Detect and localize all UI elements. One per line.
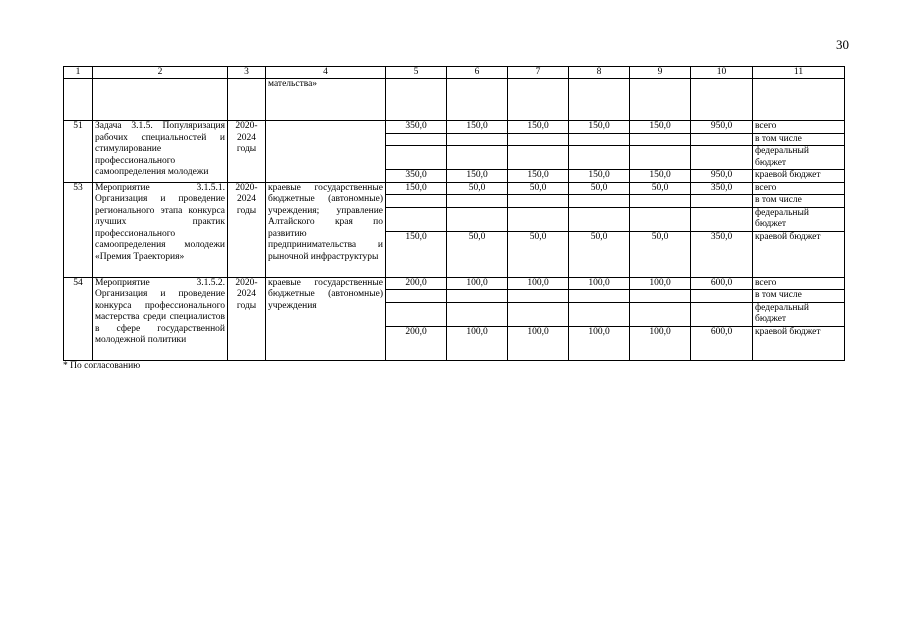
category-cell: всего [753,277,845,290]
value-cell: 100,0 [569,326,630,360]
value-cell [569,302,630,326]
value-cell: 950,0 [691,170,753,183]
value-cell [691,207,753,231]
value-cell [508,207,569,231]
value-cell: 350,0 [691,231,753,277]
value-cell [691,195,753,208]
value-cell [386,133,447,146]
value-cell: 150,0 [447,121,508,134]
value-cell [569,133,630,146]
category-cell: в том числе [753,290,845,303]
row-period: 2020-2024 годы [228,121,266,183]
value-cell: 150,0 [508,170,569,183]
table-row [64,182,845,195]
value-cell: 950,0 [691,121,753,134]
value-cell [447,302,508,326]
category-cell: краевой бюджет [753,231,845,277]
continuation-executor: мательства» [266,79,386,121]
value-cell: 600,0 [691,277,753,290]
value-cell [630,195,691,208]
table-header-row [64,67,845,79]
value-cell: 50,0 [569,182,630,195]
row-executor [266,121,386,183]
value-cell: 100,0 [508,326,569,360]
value-cell: 200,0 [386,326,447,360]
value-cell: 50,0 [508,182,569,195]
continuation-row [64,79,845,121]
value-cell [569,290,630,303]
category-cell: федеральный бюджет [753,207,845,231]
value-cell: 100,0 [508,277,569,290]
value-cell [386,146,447,170]
column-header: 2 [93,67,228,79]
value-cell: 150,0 [447,170,508,183]
value-cell [447,290,508,303]
value-cell [386,302,447,326]
value-cell: 350,0 [386,170,447,183]
value-cell [691,133,753,146]
row-name: Задача 3.1.5. Популяризация рабочих специальностей и стимулирование профессионального самоопределения молодежи [93,121,228,183]
value-cell: 200,0 [386,277,447,290]
value-cell [691,146,753,170]
category-cell: краевой бюджет [753,326,845,360]
value-cell [508,195,569,208]
value-cell: 100,0 [447,326,508,360]
value-cell [508,290,569,303]
row-name: Мероприятие 3.1.5.1. Организация и проведение регионального этапа конкурса лучших практик профессионального самоопределения молодежи «Премия Траектория» [93,182,228,277]
row-period: 2020-2024 годы [228,182,266,277]
value-cell: 350,0 [691,182,753,195]
value-cell [630,133,691,146]
column-header: 11 [753,67,845,79]
value-cell: 100,0 [630,326,691,360]
value-cell [386,290,447,303]
column-header: 8 [569,67,630,79]
category-cell: всего [753,182,845,195]
value-cell: 150,0 [569,121,630,134]
value-cell [508,302,569,326]
value-cell [386,207,447,231]
budget-table [63,66,845,361]
value-cell: 50,0 [630,182,691,195]
value-cell [508,133,569,146]
category-cell: всего [753,121,845,134]
column-header: 3 [228,67,266,79]
column-header: 4 [266,67,386,79]
row-period: 2020-2024 годы [228,277,266,360]
value-cell: 50,0 [447,231,508,277]
value-cell [691,302,753,326]
value-cell [630,146,691,170]
column-header: 1 [64,67,93,79]
value-cell [508,146,569,170]
value-cell [691,290,753,303]
value-cell [386,195,447,208]
category-cell: федеральный бюджет [753,302,845,326]
column-header: 5 [386,67,447,79]
value-cell: 150,0 [508,121,569,134]
value-cell [447,207,508,231]
value-cell [569,207,630,231]
row-number: 54 [64,277,93,360]
value-cell: 150,0 [386,231,447,277]
value-cell: 150,0 [386,182,447,195]
category-cell: в том числе [753,195,845,208]
column-header: 6 [447,67,508,79]
value-cell: 100,0 [630,277,691,290]
row-executor: краевые государственные бюджетные (автономные) учреждения [266,277,386,360]
value-cell: 50,0 [508,231,569,277]
row-executor: краевые государственные бюджетные (автономные) учреждения; управление Алтайского края по развитию предпринимательства и рыночной инфраструктуры [266,182,386,277]
footnote: * По согласованию [63,361,141,371]
value-cell [630,302,691,326]
value-cell [447,133,508,146]
column-header: 9 [630,67,691,79]
category-cell: в том числе [753,133,845,146]
value-cell: 150,0 [630,121,691,134]
table-row [64,277,845,290]
row-number: 53 [64,182,93,277]
value-cell: 50,0 [630,231,691,277]
value-cell: 600,0 [691,326,753,360]
value-cell [447,195,508,208]
value-cell [630,290,691,303]
table-row [64,121,845,134]
value-cell: 100,0 [569,277,630,290]
value-cell [447,146,508,170]
page-number: 30 [836,37,849,52]
value-cell: 50,0 [447,182,508,195]
value-cell: 150,0 [630,170,691,183]
value-cell [569,195,630,208]
value-cell: 100,0 [447,277,508,290]
value-cell: 350,0 [386,121,447,134]
column-header: 10 [691,67,753,79]
value-cell: 150,0 [569,170,630,183]
category-cell: федеральный бюджет [753,146,845,170]
category-cell: краевой бюджет [753,170,845,183]
value-cell [569,146,630,170]
value-cell: 50,0 [569,231,630,277]
row-name: Мероприятие 3.1.5.2. Организация и проведение конкурса профессионального мастерства среди специалистов в сфере государственной молодежной политики [93,277,228,360]
row-number: 51 [64,121,93,183]
value-cell [630,207,691,231]
column-header: 7 [508,67,569,79]
